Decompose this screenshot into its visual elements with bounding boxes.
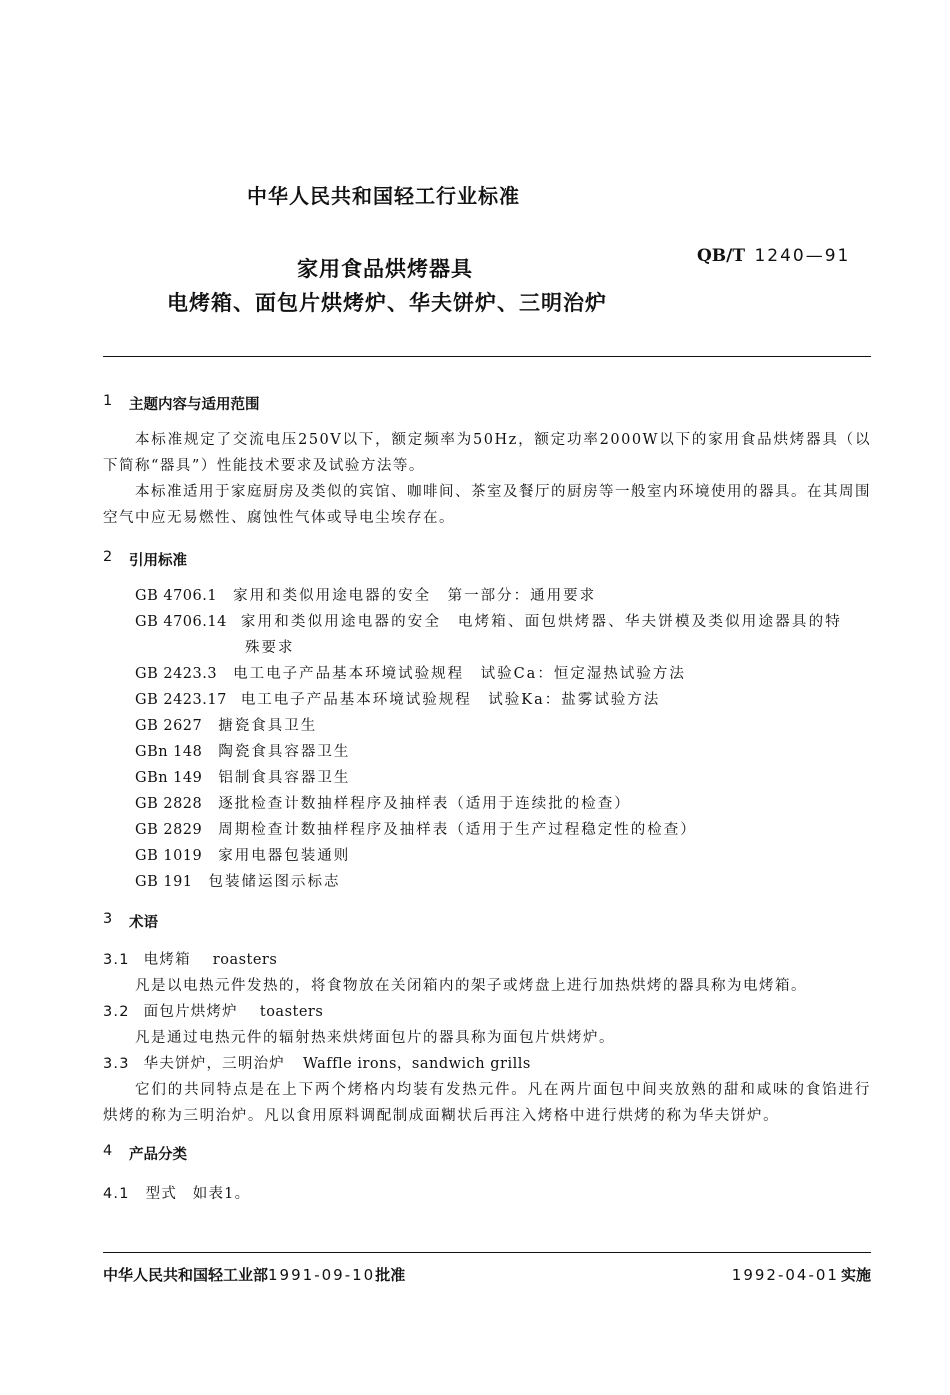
reference-title: 电工电子产品基本环境试验规程 试验Ca：恒定湿热试验方法 [233, 666, 686, 682]
reference-title: 搪瓷食具卫生 [218, 718, 318, 734]
reference-title-continuation: 殊要求 [245, 640, 295, 656]
term-heading [103, 1051, 531, 1077]
effective-word: 实施 [840, 1266, 871, 1284]
reference-item [135, 817, 697, 843]
term-english: toasters [259, 1004, 324, 1020]
reference-code: GB 191 [135, 874, 193, 890]
subsection-number: 4.1 [103, 1186, 130, 1202]
section-1-paragraph-2: 本标准适用于家庭厨房及类似的宾馆、咖啡间、茶室及餐厅的厨房等一般室内环境使用的器具。在其周围空气中应无易燃性、腐蚀性气体或导电尘埃存在。 [103, 484, 871, 526]
approval-info [103, 1264, 405, 1285]
term-number: 3.1 [103, 952, 130, 968]
doc-title-line2: 电烤箱、面包片烘烤炉、华夫饼炉、三明治炉 [167, 291, 607, 315]
term-number: 3.2 [103, 1004, 130, 1020]
effective-info [732, 1264, 871, 1285]
reference-title: 家用和类似用途电器的安全 电烤箱、面包烘烤器、华夫饼模及类似用途器具的特 [240, 614, 843, 630]
reference-item [135, 765, 350, 791]
reference-item [135, 609, 842, 635]
reference-code: GB 2423.3 [135, 666, 218, 682]
term-number: 3.3 [103, 1056, 130, 1072]
header-divider [103, 356, 871, 357]
reference-title: 逐批检查计数抽样程序及抽样表（适用于连续批的检查） [218, 796, 631, 812]
reference-code: GB 4706.14 [135, 614, 227, 630]
effective-date: 1992-04-01 [731, 1266, 839, 1284]
reference-title: 包装储运图示标志 [208, 874, 341, 890]
reference-code: GBn 149 [135, 770, 203, 786]
term-definition: 凡是通过电热元件的辐射热来烘烤面包片的器具称为面包片烘烤炉。 [135, 1030, 615, 1046]
reference-code: GBn 148 [135, 744, 203, 760]
term-definition: 凡是以电热元件发热的，将食物放在关闭箱内的架子或烤盘上进行加热烘烤的器具称为电烤箱。 [135, 978, 807, 994]
term-name: 华夫饼炉，三明治炉 [143, 1056, 285, 1072]
section-1-number: 1 [103, 393, 113, 409]
footer-divider [103, 1252, 871, 1253]
reference-item [135, 713, 317, 739]
subsection-text: 型式 如表1。 [145, 1186, 251, 1202]
subsection-4-1 [103, 1181, 250, 1207]
reference-code: GB 2423.17 [135, 692, 227, 708]
reference-title: 电工电子产品基本环境试验规程 试验Ka：盐雾试验方法 [240, 692, 661, 708]
reference-title: 家用和类似用途电器的安全 第一部分：通用要求 [233, 588, 597, 604]
approval-org: 中华人民共和国轻工业部 [103, 1266, 269, 1284]
section-4-title: 产品分类 [129, 1147, 187, 1163]
reference-item [135, 687, 660, 713]
national-standard-label: 中华人民共和国轻工行业标准 [247, 184, 520, 208]
reference-code: GB 2627 [135, 718, 203, 734]
reference-item [135, 661, 686, 687]
term-name: 面包片烘烤炉 [143, 1004, 238, 1020]
reference-code: GB 2828 [135, 796, 203, 812]
doc-title-line1: 家用食品烘烤器具 [297, 257, 473, 281]
term-definition: 它们的共同特点是在上下两个烤格内均装有发热元件。凡在两片面包中间夹放熟的甜和咸味的食馅进行烘烤的称为三明治炉。凡以食用原料调配制成面糊状后再注入烤格中进行烘烤的称为华夫饼炉。 [103, 1082, 871, 1124]
reference-item-continuation [245, 635, 295, 661]
section-2-title: 引用标准 [129, 553, 187, 569]
reference-item [135, 739, 350, 765]
section-3-number: 3 [103, 911, 113, 927]
section-1-title: 主题内容与适用范围 [129, 397, 260, 413]
section-1-paragraph-1: 本标准规定了交流电压250V以下，额定频率为50Hz，额定功率2000W以下的家用食品烘烤器具（以下简称“器具”）性能技术要求及试验方法等。 [103, 432, 871, 474]
reference-title: 铝制食具容器卫生 [218, 770, 351, 786]
reference-item [135, 869, 341, 895]
reference-title: 周期检查计数抽样程序及抽样表（适用于生产过程稳定性的检查） [218, 822, 697, 838]
reference-title: 家用电器包装通则 [218, 848, 351, 864]
section-3-title: 术语 [129, 915, 158, 931]
standard-code [697, 246, 850, 266]
term-heading [103, 999, 323, 1025]
reference-item [135, 583, 596, 609]
reference-item [135, 791, 631, 817]
approval-date: 1991-09-10 [268, 1266, 376, 1284]
standard-code-number: 1240—91 [754, 246, 851, 266]
term-heading [103, 947, 277, 973]
reference-code: GB 1019 [135, 848, 203, 864]
approval-word: 批准 [375, 1266, 406, 1284]
standard-code-prefix: QB/T [697, 246, 746, 266]
reference-code: GB 4706.1 [135, 588, 218, 604]
term-english: Waffle irons，sandwich grills [302, 1056, 531, 1072]
reference-item [135, 843, 350, 869]
reference-title: 陶瓷食具容器卫生 [218, 744, 351, 760]
term-name: 电烤箱 [143, 952, 191, 968]
section-4-number: 4 [103, 1143, 113, 1159]
reference-code: GB 2829 [135, 822, 203, 838]
section-2-number: 2 [103, 549, 113, 565]
term-english: roasters [212, 952, 278, 968]
